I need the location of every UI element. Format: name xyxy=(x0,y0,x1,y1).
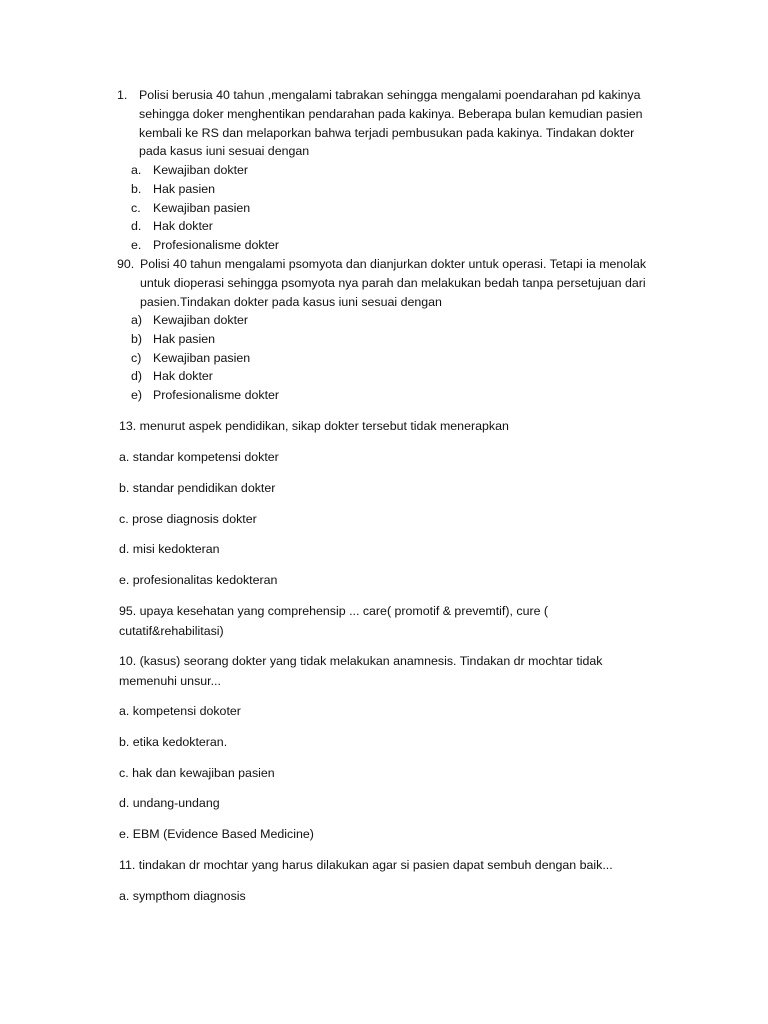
option-text: Kewajiban dokter xyxy=(153,313,249,327)
paragraph-line: 13. menurut aspek pendidikan, sikap dokter tersebut tidak menerapkan xyxy=(119,419,509,433)
paragraph xyxy=(119,571,659,591)
option-item xyxy=(131,349,279,368)
option-label: d. xyxy=(131,219,142,234)
question-number: 90. xyxy=(117,257,135,271)
question-line: Polisi berusia 40 tahun ,mengalami tabrakan sehingga mengalami poendarahan pd kakinya xyxy=(139,88,641,102)
option-label: c) xyxy=(131,350,142,365)
paragraph xyxy=(119,702,659,722)
option-label: e) xyxy=(131,388,143,403)
option-item xyxy=(131,199,279,218)
paragraph-line: c. prose diagnosis dokter xyxy=(119,512,257,526)
option-text: Hak pasien xyxy=(153,181,215,196)
question-line: pada kasus iuni sesuai dengan xyxy=(139,144,310,159)
option-text: Kewajiban dokter xyxy=(153,163,249,177)
paragraph xyxy=(119,887,659,907)
option-label: e. xyxy=(131,238,142,253)
option-label: c. xyxy=(131,200,141,215)
paragraph xyxy=(119,448,659,468)
question-line: untuk dioperasi sehingga psomyota nya parah dan melakukan bedah tanpa persetujuan dari xyxy=(140,275,646,290)
option-item xyxy=(131,161,279,180)
question-line: sehingga doker menghentikan pendarahan pada kakinya. Beberapa bulan kemudian pasien xyxy=(139,106,643,121)
paragraph xyxy=(119,479,659,499)
paragraph-line: d. misi kedokteran xyxy=(119,542,220,556)
paragraph xyxy=(119,417,659,437)
paragraph xyxy=(119,602,659,641)
option-text: Hak pasien xyxy=(153,331,215,346)
paragraph xyxy=(119,764,659,784)
paragraph-line: 95. upaya kesehatan yang comprehensip ... care( promotif & prevemtif), cure ( xyxy=(119,604,549,618)
question-line: pasien.Tindakan dokter pada kasus iuni sesuai dengan xyxy=(140,294,442,309)
option-label: b) xyxy=(131,331,143,346)
question-line: kembali ke RS dan melaporkan bahwa terjadi pembusukan pada kakinya. Tindakan dokter xyxy=(139,125,635,140)
option-item xyxy=(131,330,279,349)
option-text: Kewajiban pasien xyxy=(153,200,251,215)
paragraph xyxy=(119,794,659,814)
option-text: Kewajiban pasien xyxy=(153,350,251,365)
option-item xyxy=(131,311,279,330)
option-label: a. xyxy=(131,163,142,177)
option-text: Hak dokter xyxy=(153,369,213,384)
option-text: Profesionalisme dokter xyxy=(153,238,280,253)
paragraph-line: 10. (kasus) seorang dokter yang tidak melakukan anamnesis. Tindakan dr mochtar tidak xyxy=(119,654,603,668)
paragraph-line: cutatif&rehabilitasi) xyxy=(119,623,224,638)
question-number: 1. xyxy=(117,88,128,102)
paragraph xyxy=(119,733,659,753)
question-90-options xyxy=(131,311,280,405)
option-item xyxy=(131,217,279,236)
paragraph-line: b. standar pendidikan dokter xyxy=(119,481,276,495)
option-text: Hak dokter xyxy=(153,219,213,234)
paragraph xyxy=(119,856,659,876)
option-text: Profesionalisme dokter xyxy=(153,388,280,403)
paragraph-line: e. profesionalitas kedokteran xyxy=(119,573,278,587)
paragraph-line: a. kompetensi dokoter xyxy=(119,704,241,718)
paragraph xyxy=(119,652,659,691)
question-1-options xyxy=(131,161,280,255)
paragraph-line: e. EBM (Evidence Based Medicine) xyxy=(119,827,314,841)
option-label: d) xyxy=(131,369,143,384)
paragraph-line: a. sympthom diagnosis xyxy=(119,889,246,903)
paragraph-line: d. undang-undang xyxy=(119,796,220,810)
option-item xyxy=(131,180,279,199)
question-line: Polisi 40 tahun mengalami psomyota dan dianjurkan dokter untuk operasi. Tetapi ia menolak xyxy=(140,257,647,271)
paragraph-line: b. etika kedokteran. xyxy=(119,735,228,749)
option-item xyxy=(131,236,280,255)
paragraph xyxy=(119,825,659,845)
option-item xyxy=(131,386,280,405)
paragraph-line: c. hak dan kewajiban pasien xyxy=(119,766,275,780)
option-label: a) xyxy=(131,313,143,327)
paragraph-line: 11. tindakan dr mochtar yang harus dilakukan agar si pasien dapat sembuh dengan baik... xyxy=(119,858,613,872)
option-label: b. xyxy=(131,181,142,196)
paragraph-line: memenuhi unsur... xyxy=(119,673,221,688)
option-item xyxy=(131,367,279,386)
paragraph xyxy=(119,510,659,530)
paragraph-line: a. standar kompetensi dokter xyxy=(119,450,279,464)
paragraph xyxy=(119,540,659,560)
